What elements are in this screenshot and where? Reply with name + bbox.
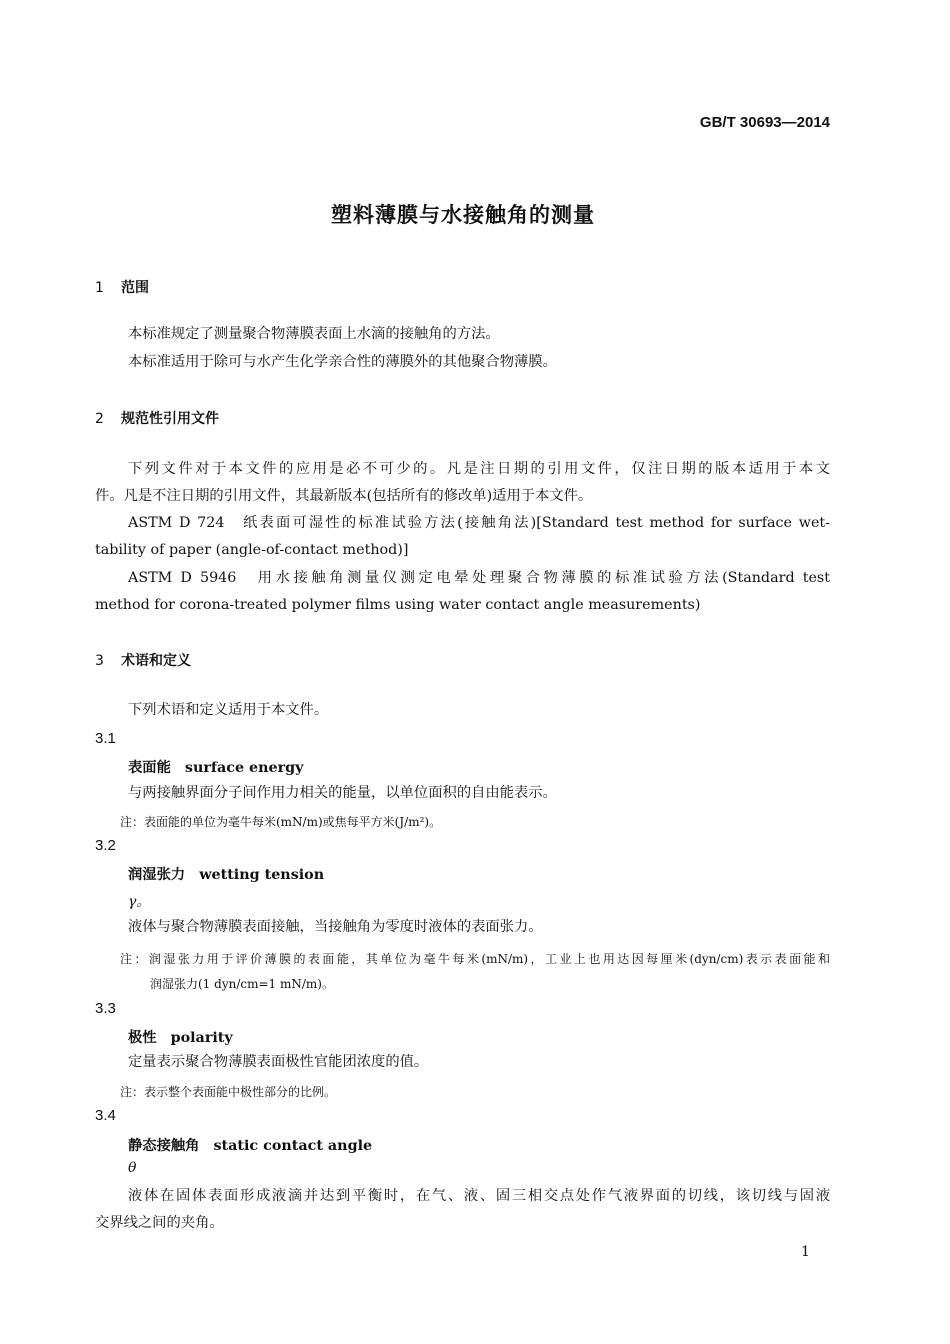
reference-astm-d5946-line-1: ASTM D 5946 用水接触角测量仪测定电晕处理聚合物薄膜的标准试验方法(Standard test bbox=[128, 570, 830, 586]
section-number: 2 bbox=[95, 411, 104, 427]
reference-astm-d724-line-1: ASTM D 724 纸表面可湿性的标准试验方法(接触角法)[Standard test method for surface wet- bbox=[128, 515, 830, 531]
term-definition: 液体与聚合物薄膜表面接触，当接触角为零度时液体的表面张力。 bbox=[128, 919, 543, 935]
clause-number: 3.1 bbox=[95, 730, 116, 747]
term-note: 注：表示整个表面能中极性部分的比例。 bbox=[120, 1085, 337, 1099]
standard-number: GB/T 30693—2014 bbox=[699, 114, 830, 131]
term-note: 注：表面能的单位为毫牛每米(mN/m)或焦每平方米(J/m²)。 bbox=[120, 815, 442, 829]
section-number: 3 bbox=[95, 653, 104, 669]
reference-astm-d5946-line-2: method for corona-treated polymer films using water contact angle measurements) bbox=[95, 597, 701, 613]
term-chinese: 极性 bbox=[128, 1030, 157, 1046]
references-intro-line-2: 件。凡是不注日期的引用文件，其最新版本(包括所有的修改单)适用于本文件。 bbox=[95, 488, 593, 504]
term-note-line-2: 润湿张力(1 dyn/cm=1 mN/m)。 bbox=[150, 977, 334, 991]
term-note-line-1: 注：润湿张力用于评价薄膜的表面能，其单位为毫牛每米(mN/m)，工业上也用达因每厘米(dyn/cm)表示表面能和 bbox=[120, 952, 830, 966]
terms-intro: 下列术语和定义适用于本文件。 bbox=[128, 702, 329, 718]
references-intro-line-1: 下列文件对于本文件的应用是必不可少的。凡是注日期的引用文件，仅注日期的版本适用于本文 bbox=[128, 461, 830, 477]
term-english: polarity bbox=[170, 1030, 233, 1046]
section-title: 术语和定义 bbox=[121, 653, 191, 669]
section-2-heading bbox=[95, 408, 219, 428]
term-chinese: 润湿张力 bbox=[128, 867, 186, 883]
term-definition-line-1: 液体在固体表面形成液滴并达到平衡时，在气、液、固三相交点处作气液界面的切线，该切线与固液 bbox=[128, 1188, 830, 1204]
term-symbol: θ bbox=[128, 1160, 137, 1176]
term-heading bbox=[128, 864, 324, 884]
term-definition: 定量表示聚合物薄膜表面极性官能团浓度的值。 bbox=[128, 1054, 429, 1070]
section-number: 1 bbox=[95, 280, 104, 296]
scope-paragraph-1: 本标准规定了测量聚合物薄膜表面上水滴的接触角的方法。 bbox=[128, 326, 500, 342]
term-heading bbox=[128, 1027, 233, 1047]
term-english: wetting tension bbox=[199, 867, 325, 883]
section-title: 范围 bbox=[121, 280, 149, 296]
term-definition: 与两接触界面分子间作用力相关的能量，以单位面积的自由能表示。 bbox=[128, 785, 557, 801]
clause-number: 3.4 bbox=[95, 1107, 116, 1124]
page-number: 1 bbox=[801, 1244, 810, 1260]
reference-astm-d724-line-2: tability of paper (angle-of-contact method)] bbox=[95, 542, 409, 558]
term-heading bbox=[128, 1135, 372, 1155]
page-title: 塑料薄膜与水接触角的测量 bbox=[331, 203, 595, 227]
term-english: surface energy bbox=[184, 760, 304, 776]
term-heading bbox=[128, 757, 303, 777]
clause-number: 3.2 bbox=[95, 837, 116, 854]
term-english: static contact angle bbox=[213, 1138, 373, 1154]
clause-number: 3.3 bbox=[95, 1000, 116, 1017]
term-chinese: 表面能 bbox=[128, 760, 171, 776]
term-definition-line-2: 交界线之间的夹角。 bbox=[95, 1215, 224, 1231]
term-symbol: γ。 bbox=[128, 894, 151, 910]
scope-paragraph-2: 本标准适用于除可与水产生化学亲合性的薄膜外的其他聚合物薄膜。 bbox=[128, 354, 557, 370]
section-title: 规范性引用文件 bbox=[121, 411, 219, 427]
term-chinese: 静态接触角 bbox=[128, 1138, 200, 1154]
section-3-heading bbox=[95, 650, 191, 670]
section-1-heading bbox=[95, 277, 149, 297]
